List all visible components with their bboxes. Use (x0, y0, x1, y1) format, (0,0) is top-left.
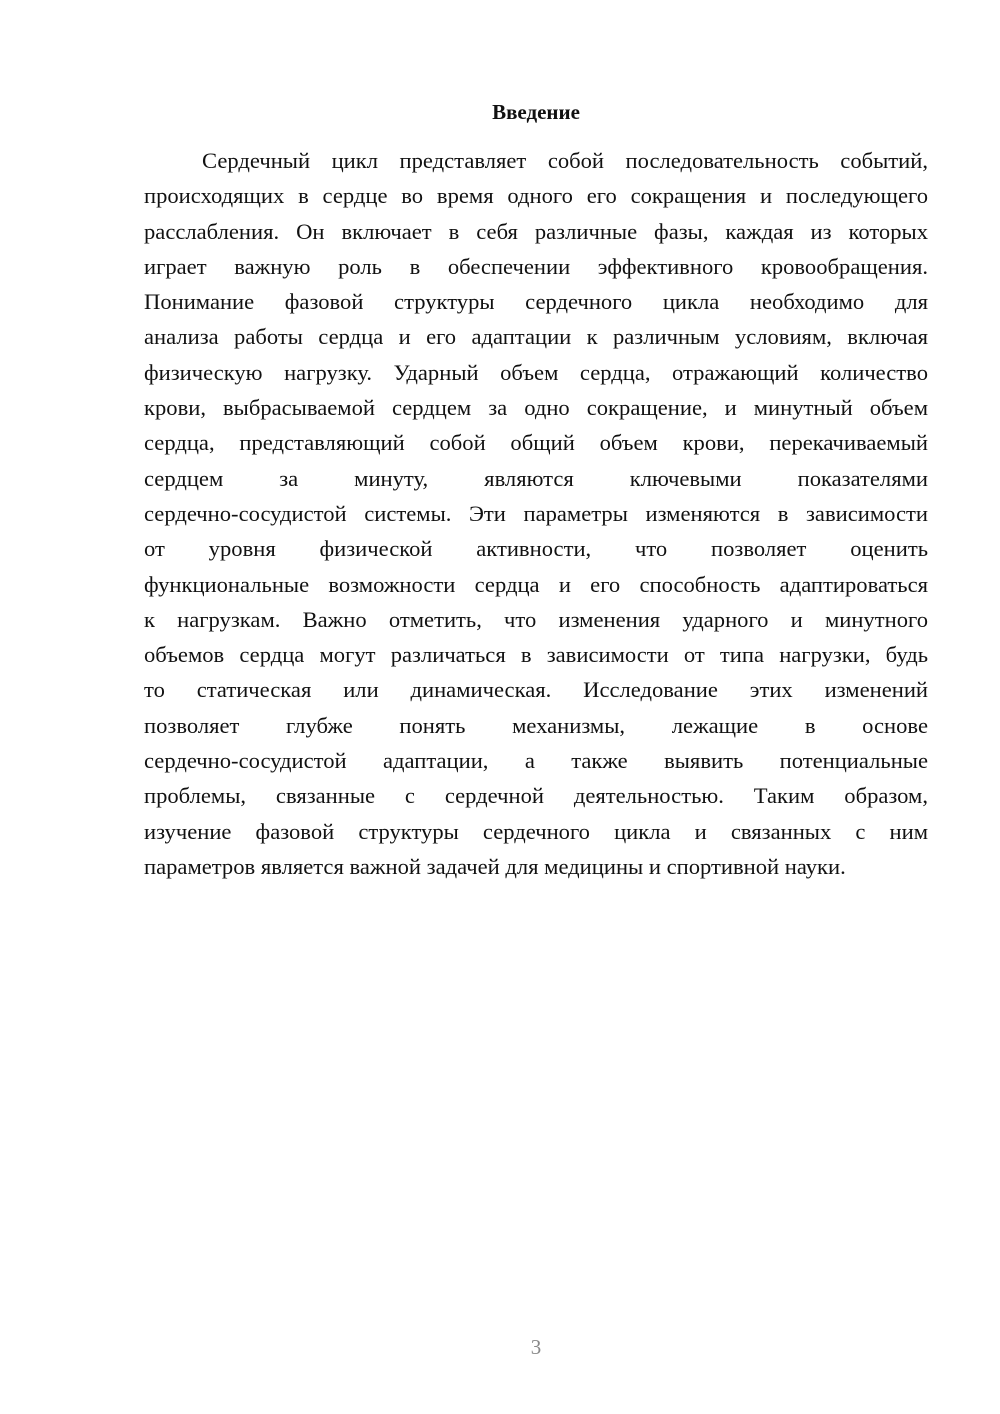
paragraph-line: изучение фазовой структуры сердечного цикла и связанных с ним (144, 818, 928, 844)
paragraph-line: позволяет глубже понять механизмы, лежащие в основе (144, 712, 928, 738)
paragraph-line: расслабления. Он включает в себя различные фазы, каждая из которых (144, 218, 928, 244)
paragraph-line: то статическая или динамическая. Исследование этих изменений (144, 677, 928, 703)
page-number: 3 (530, 1335, 542, 1359)
paragraph-line: сердца, представляющий собой общий объем крови, перекачиваемый (144, 430, 928, 456)
paragraph-line: сердечно-сосудистой системы. Эти параметры изменяются в зависимости (144, 500, 928, 526)
paragraph-line: объемов сердца могут различаться в зависимости от типа нагрузки, будь (144, 642, 928, 668)
paragraph-line: играет важную роль в обеспечении эффективного кровообращения. (144, 253, 928, 279)
paragraph-line: сердцем за минуту, являются ключевыми показателями (144, 465, 928, 491)
paragraph-line: крови, выбрасываемой сердцем за одно сокращение, и минутный объем (144, 395, 928, 421)
section-heading: Введение (492, 100, 580, 124)
paragraph-line: происходящих в сердце во время одного его сокращения и последующего (144, 183, 928, 209)
paragraph-line: сердечно-сосудистой адаптации, а также выявить потенциальные (144, 748, 928, 774)
paragraph-line: от уровня физической активности, что позволяет оценить (144, 536, 928, 562)
paragraph-line: анализа работы сердца и его адаптации к различным условиям, включая (144, 324, 928, 350)
paragraph-line: Понимание фазовой структуры сердечного цикла необходимо для (144, 289, 928, 315)
paragraph-line: проблемы, связанные с сердечной деятельностью. Таким образом, (144, 783, 928, 809)
paragraph-line: к нагрузкам. Важно отметить, что изменения ударного и минутного (144, 606, 928, 632)
body-paragraph (144, 143, 928, 884)
paragraph-line: Сердечный цикл представляет собой последовательность событий, (202, 148, 928, 173)
paragraph-line: параметров является важной задачей для медицины и спортивной науки. (144, 853, 846, 879)
paragraph-line: функциональные возможности сердца и его способность адаптироваться (144, 571, 928, 597)
paragraph-line: физическую нагрузку. Ударный объем сердца, отражающий количество (144, 359, 928, 385)
